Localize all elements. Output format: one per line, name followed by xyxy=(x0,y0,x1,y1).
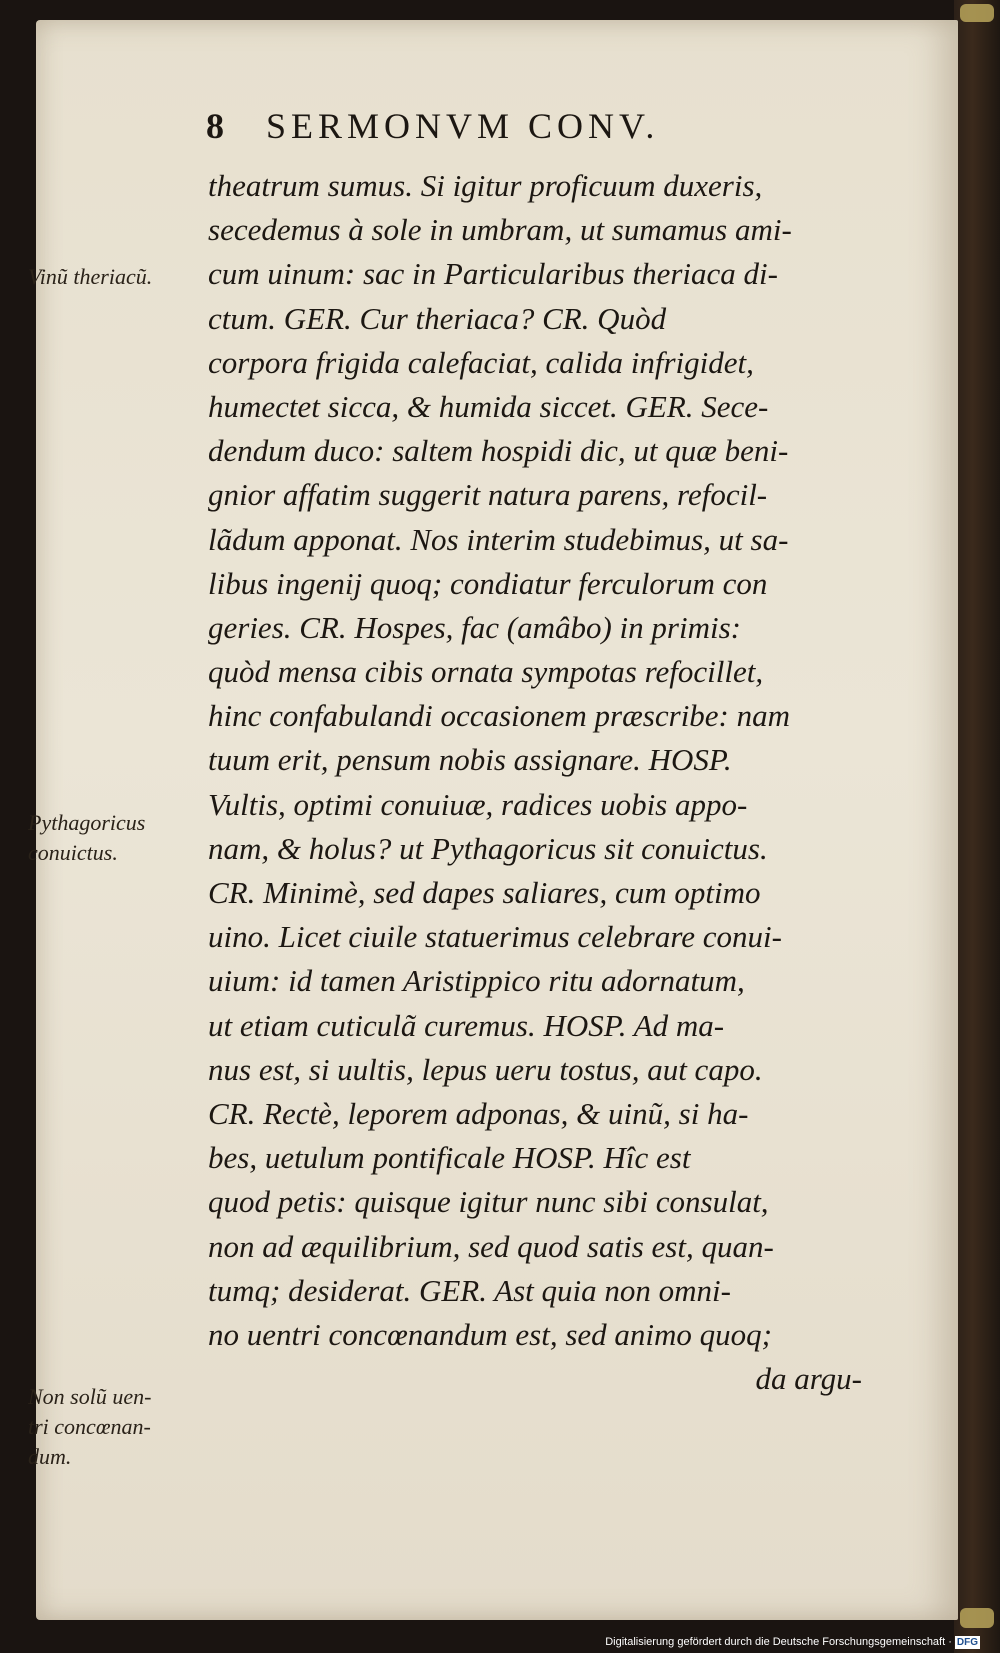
dfg-logo: DFG xyxy=(956,1636,978,1648)
page-number: 8 xyxy=(206,106,228,146)
marginal-note-non-solum xyxy=(28,1382,206,1472)
clasp-icon xyxy=(960,4,994,22)
text-line: ut etiam cuticulã curemus. HOSP. Ad ma- xyxy=(208,1007,725,1043)
text-line: da argu- xyxy=(755,1361,862,1397)
running-title: SERMONVM CONV. xyxy=(266,106,660,146)
marginal-note-line: conuictus. xyxy=(28,840,118,865)
text-line: tuum erit, pensum nobis assignare. HOSP. xyxy=(208,742,732,778)
text-line: nus est, si uultis, lepus ueru tostus, aut capo. xyxy=(208,1051,763,1087)
text-line: hinc confabulandi occasionem præscribe: nam xyxy=(208,698,791,734)
text-line: theatrum sumus. Si igitur proficuum duxeris, xyxy=(208,168,763,203)
text-line: non ad æquilibrium, sed quod satis est, quan- xyxy=(208,1228,774,1264)
text-line: no uentri concœnandum est, sed animo quoq; xyxy=(208,1316,772,1352)
text-line: ctum. GER. Cur theriaca? CR. Quòd xyxy=(208,300,667,336)
running-head xyxy=(206,96,806,156)
text-line: quòd mensa cibis ornata sympotas refocillet, xyxy=(208,654,764,690)
marginal-note-line: dum. xyxy=(28,1444,72,1469)
marginal-note-line: Non solũ uen- xyxy=(28,1384,152,1409)
digitization-credit xyxy=(580,1634,980,1650)
marginal-note-vinum-theriacum xyxy=(28,262,206,292)
marginal-note-line: Pythagoricus xyxy=(28,810,146,835)
book-edge xyxy=(954,0,1000,1653)
text-line: libus ingenij quoq; condiatur ferculorum con xyxy=(208,565,768,601)
text-line: uino. Licet ciuile statuerimus celebrare conui- xyxy=(208,919,782,955)
text-line: humectet sicca, & humida siccet. GER. Sece- xyxy=(208,388,769,424)
text-line: uium: id tamen Aristippico ritu adornatum, xyxy=(208,963,745,999)
text-line: tumq; desiderat. GER. Ast quia non omni- xyxy=(208,1272,731,1308)
clasp-icon xyxy=(960,1608,994,1628)
text-line: lãdum apponat. Nos interim studebimus, ut sa- xyxy=(208,521,789,557)
credit-text: Digitalisierung gefördert durch die Deutsche Forschungsgemeinschaft · xyxy=(605,1636,952,1648)
text-line: geries. CR. Hospes, fac (amâbo) in primis: xyxy=(208,609,741,645)
text-line: CR. Rectè, leporem adponas, & uinũ, si ha- xyxy=(208,1095,749,1131)
text-line: Vultis, optimi conuiuæ, radices uobis appo- xyxy=(208,786,748,822)
marginal-note-line: Vinũ theriacũ. xyxy=(28,264,153,289)
text-line: bes, uetulum pontificale HOSP. Hîc est xyxy=(208,1140,691,1176)
marginal-note-pythagoricus xyxy=(28,808,206,868)
marginal-note-line: tri concœnan- xyxy=(28,1414,151,1439)
text-line: nam, & holus? ut Pythagoricus sit conuictus. xyxy=(208,830,768,866)
text-line: cum uinum: sac in Particularibus theriaca di- xyxy=(208,256,778,292)
text-line: dendum duco: saltem hospidi dic, ut quæ beni- xyxy=(208,433,789,469)
text-line: gnior affatim suggerit natura parens, refocil- xyxy=(208,477,768,513)
text-line: CR. Minimè, sed dapes saliares, cum optimo xyxy=(208,875,761,910)
text-line: corpora frigida calefaciat, calida infrigidet, xyxy=(208,344,754,380)
main-text-block xyxy=(208,164,908,1401)
text-line: secedemus à sole in umbram, ut sumamus ami- xyxy=(208,212,792,248)
text-line: quod petis: quisque igitur nunc sibi consulat, xyxy=(208,1184,769,1220)
